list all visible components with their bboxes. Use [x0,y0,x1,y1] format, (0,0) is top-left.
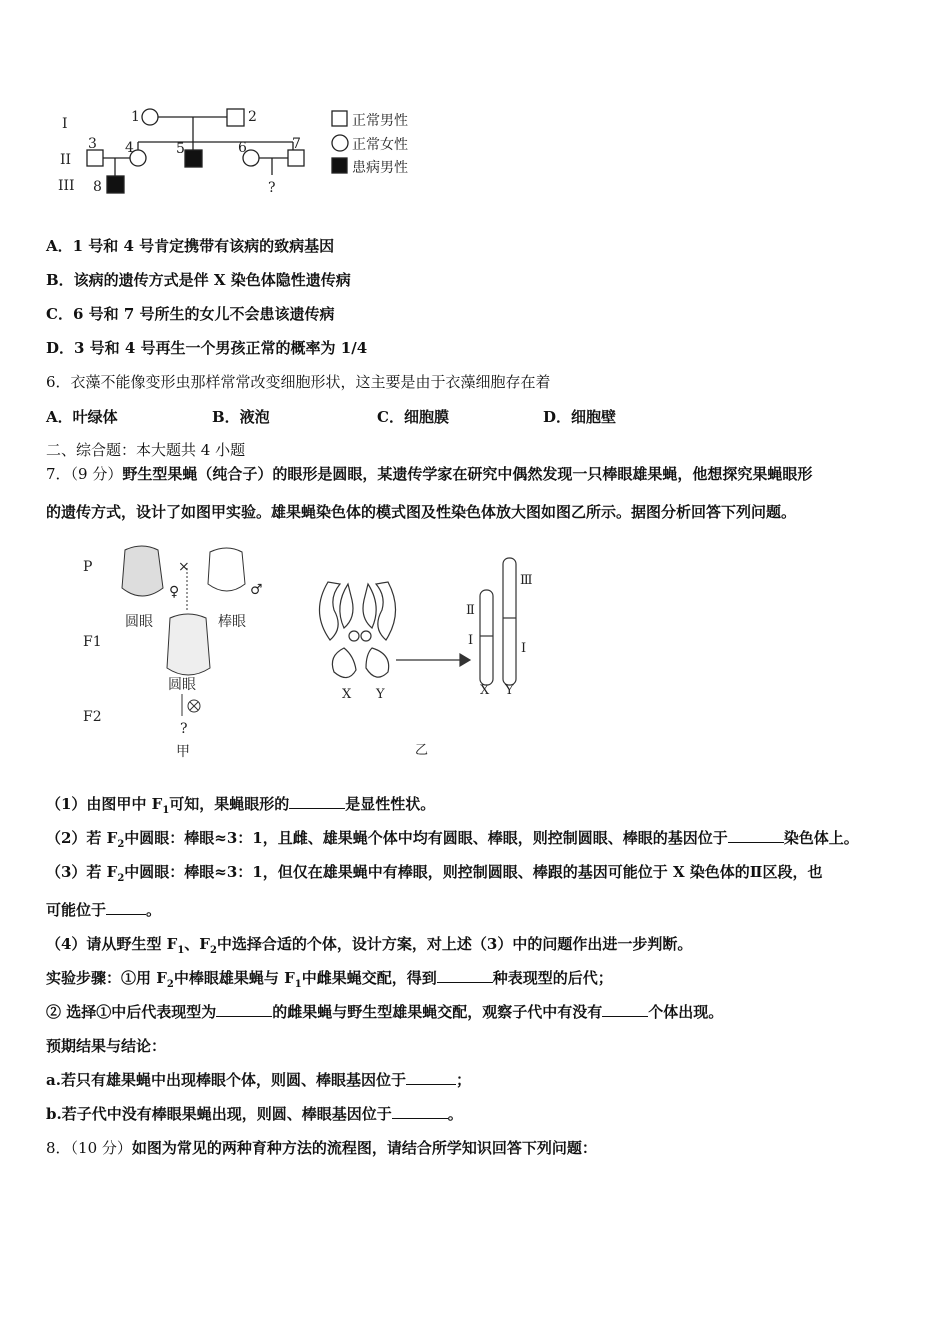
legend-affected-male-icon [332,158,347,173]
chromosome-4-right [361,631,371,641]
fig-jia-f1: F1 [83,634,102,650]
fig-yi-y2-label: Y [505,683,514,698]
blank-1[interactable] [289,794,345,809]
q7-result-b: b.若子代中没有棒眼果蝇出现，则圆、棒眼基因位于 。 [46,1105,463,1123]
member-8 [107,176,124,193]
member-1 [142,109,158,125]
q7-part-3-cont: 可能位于 。 [46,901,162,919]
chromosome-pair-2-right [376,582,396,640]
q7-number: 7．（9 分） [46,465,123,483]
male-symbol: ♂ [250,582,263,598]
y-chromosome [366,648,389,677]
chromosome-pair-3-left [340,584,353,628]
section-2-title: 二、综合题：本大题共 4 小题 [46,441,246,459]
blank-6[interactable] [602,1002,648,1017]
member-label-q: ? [268,180,276,196]
fig-yi-segment-3: Ⅲ [520,573,533,588]
fig-yi-segment-1: Ⅰ [468,633,474,648]
arrow-icon [460,654,470,666]
legend-normal-male-icon [332,111,347,126]
gen-label-3: III [58,178,75,194]
member-label-4: 4 [125,140,134,156]
q7-part-1: （1）由图甲中 $F_1$可知，果蝇眼形的 是显性性状。 [46,795,436,816]
male-fly-icon [208,548,245,591]
member-label-2: 2 [248,109,257,125]
member-7 [288,150,304,166]
fig-jia-cross: × [178,559,190,575]
fig-yi-segment-2: Ⅱ [466,603,475,618]
member-2 [227,109,244,126]
fig-jia-f1-round: 圆眼 [168,677,196,693]
fig-jia-bar-eye: 棒眼 [218,614,246,630]
q7-stem-line1 [46,464,812,484]
gen-label-2: II [60,152,72,168]
blank-5[interactable] [216,1002,272,1017]
blank-3[interactable] [106,900,146,915]
q5-option-d: D．3 号和 4 号再生一个男孩正常的概率为 1/4 [46,339,368,357]
q7-results-title: 预期结果与结论： [46,1037,167,1055]
blank-4[interactable] [437,968,493,983]
x-chromosome [332,648,356,678]
f1-fly-icon [167,614,210,675]
chromosome-pair-2-left [319,582,340,640]
member-3 [87,150,103,166]
member-label-3: 3 [88,136,97,152]
legend-normal-female: 正常女性 [352,137,408,153]
q7-part-4: （4）请从野生型 $F_1$、$F_2$中选择合适的个体，设计方案，对上述（3）中的问题作出进一步判断。 [46,935,693,956]
fig-yi-segment-1b: Ⅰ [521,641,527,656]
figure-yi [300,548,550,758]
blank-2[interactable] [728,828,784,843]
fig-jia-caption: 甲 [176,744,190,758]
member-5 [185,150,202,167]
fig-jia-round-eye: 圆眼 [125,614,153,630]
female-symbol: ♀ [169,584,180,600]
fig-jia-question: ? [180,721,188,737]
q6-option-a: A．叶绿体 [46,408,118,426]
gen-label-1: I [62,116,68,132]
q7-stem-1: 野生型果蝇（纯合子）的眼形是圆眼，某遗传学家在研究中偶然发现一只棒眼雄果蝇，他想探究果蝇眼形 [122,465,813,483]
q6-option-b: B．液泡 [212,408,270,426]
chromosome-4-left [349,631,359,641]
fig-yi-x2-label: X [480,683,490,698]
enlarged-y-chromosome [503,558,516,685]
member-label-1: 1 [131,109,140,125]
q7-stem-line2: 的遗传方式，设计了如图甲实验。雄果蝇染色体的模式图及性染色体放大图如图乙所示。据图分析回答下列问题。 [46,503,797,521]
q5-option-a: A．1 号和 4 号肯定携带有该病的致病基因 [46,237,335,255]
legend-affected-male: 患病男性 [352,160,408,176]
member-label-8: 8 [93,179,102,195]
q8-stem-line [46,1138,597,1158]
fig-yi-x-label: X [342,687,352,702]
q6-option-d: D．细胞壁 [543,408,617,426]
q7-part-2: （2）若 $F_2$中圆眼：棒眼≈3：1，且雌、雄果蝇个体中均有圆眼、棒眼，则控制圆眼、棒眼的基因位于 染色体上。 [46,829,859,850]
female-fly-icon [122,546,163,596]
q8-stem: 如图为常见的两种育种方法的流程图，请结合所学知识回答下列问题： [131,1139,597,1157]
q7-part-3: （3）若 $F_2$中圆眼：棒眼≈3：1，但仅在雄果蝇中有棒眼，则控制圆眼、棒跟的基因可能位于 X 染色体的Ⅱ区段，也 [46,863,823,884]
fig-jia-f2: F2 [83,709,102,725]
chromosome-pair-3-right [363,584,376,628]
q5-option-c: C．6 号和 7 号所生的女儿不会患该遗传病 [46,305,335,323]
fig-jia-p: P [83,559,93,575]
member-label-7: 7 [292,136,301,152]
figure-jia [70,538,270,758]
q7-step-1: 实验步骤：①用 $F_2$中棒眼雄果蝇与 $F_1$中雌果蝇交配，得到 种表现型的后代； [46,969,613,990]
fig-yi-caption: 乙 [415,743,429,758]
q6-stem: 6．衣藻不能像变形虫那样常常改变细胞形状，这主要是由于衣藻细胞存在着 [46,373,551,391]
member-label-5: 5 [176,141,185,157]
member-label-6: 6 [238,140,247,156]
q7-result-a: a.若只有雄果蝇中出现棒眼个体，则圆、棒眼基因位于 ； [46,1071,471,1089]
blank-8[interactable] [392,1104,448,1119]
legend-normal-male: 正常男性 [352,113,408,129]
pedigree-figure [50,100,450,200]
q5-option-b: B．该病的遗传方式是伴 X 染色体隐性遗传病 [46,271,351,289]
fig-yi-y-label: Y [376,687,385,702]
q6-option-c: C．细胞膜 [377,408,449,426]
blank-7[interactable] [406,1070,456,1085]
enlarged-x-chromosome [480,590,493,685]
q7-step-2: ② 选择①中后代表现型为 的雌果蝇与野生型雄果蝇交配，观察子代中有没有 个体出现。 [46,1003,724,1021]
legend-normal-female-icon [332,135,348,151]
q8-number: 8．（10 分） [46,1139,132,1157]
